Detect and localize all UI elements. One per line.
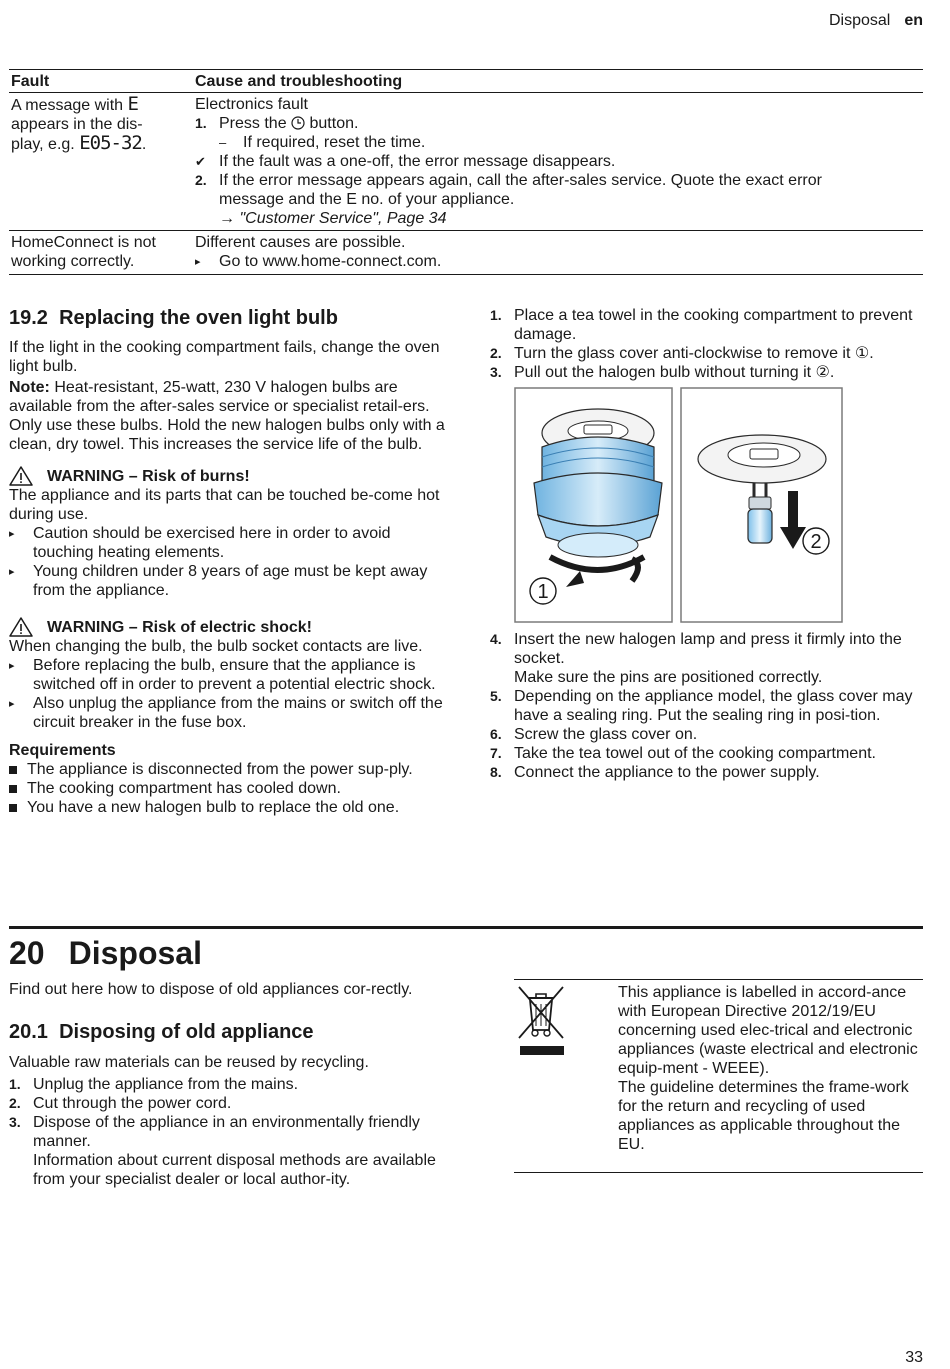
warning-icon xyxy=(9,617,33,637)
section-heading: 19.2 Replacing the oven light bulb xyxy=(9,307,338,329)
requirements-heading: Requirements xyxy=(9,742,116,759)
bullet-icon: ▸ xyxy=(9,698,15,710)
list-item: Make sure the pins are positioned correctly. xyxy=(514,669,823,686)
bullet-icon: ▸ xyxy=(9,566,15,578)
check-icon: ✔ xyxy=(195,154,206,169)
svg-text:2: 2 xyxy=(810,531,822,553)
fault-cell: HomeConnect is not working correctly. xyxy=(9,231,193,275)
page-header xyxy=(829,11,923,30)
list-item: 1. Place a tea towel in the cooking compartment to prevent damage. xyxy=(490,307,913,343)
square-bullet-icon xyxy=(9,766,17,774)
bulb-steps-top xyxy=(490,306,925,382)
cause-cell: Different causes are possible. ▸ Go to www.home-connect.com. xyxy=(193,231,923,275)
bullet-icon: ▸ xyxy=(9,660,15,672)
warning-heading: WARNING – Risk of electric shock! xyxy=(9,617,445,637)
list-item: The appliance is disconnected from the power sup-ply. xyxy=(9,760,445,779)
list-item: 5. Depending on the appliance model, the glass cover may have a sealing ring. Put the sealing ring in posi-tion. xyxy=(490,688,913,724)
list-item: 2. If the error message appears again, call the after-sales service. Quote the exact error message and the E no. of your appliance. → "Customer Service", Page 34 xyxy=(195,172,822,227)
weee-info-box xyxy=(514,979,923,1173)
chapter-heading: 20 Disposal xyxy=(9,926,923,973)
square-bullet-icon xyxy=(9,804,17,812)
list-item: 4. Insert the new halogen lamp and press it firmly into the socket. xyxy=(490,631,902,667)
lcd-code: E05-32 xyxy=(79,132,142,154)
list-item: ▸ Also unplug the appliance from the mains or switch off the circuit breaker in the fuse box. xyxy=(9,695,443,731)
fault-cell: A message with E appears in the dis- play, e.g. E05-32. xyxy=(9,93,193,231)
list-item: 1. Unplug the appliance from the mains. xyxy=(9,1076,299,1093)
list-item: 2. Turn the glass cover anti-clockwise to remove it ①. xyxy=(490,345,874,362)
fault-col-header: Fault xyxy=(9,70,193,93)
intro-text: Find out here how to dispose of old appliances cor-rectly. xyxy=(9,981,413,998)
list-item: 3. Dispose of the appliance in an environmentally friendly manner. xyxy=(9,1114,420,1150)
fault-table xyxy=(9,69,923,275)
bulb-steps-bottom xyxy=(490,630,925,782)
cause-cell: Electronics fault 1. Press the button. – If required, reset the time. ✔ If the fault was a one-off, the error message disappears. 2. If the error message appears again, call the after-sales service. Quote the exact error message and the E no. of your appliance. → "Customer Service", Page 34 xyxy=(193,93,923,231)
warning-icon xyxy=(9,466,33,486)
list-item: Information about current disposal methods are available from your specialist dealer or local author-ity. xyxy=(33,1152,436,1188)
table-row xyxy=(9,231,923,275)
cross-reference-link[interactable]: "Customer Service", Page 34 xyxy=(239,210,447,227)
header-lang: en xyxy=(904,12,923,29)
list-item: You have a new halogen bulb to replace the old one. xyxy=(9,798,445,817)
note-text: Note: Heat-resistant, 25-watt, 230 V halogen bulbs are available from the after-sales service or specialist retail-ers. Only use these bulbs. Hold the new halogen bulbs only with a clean, dry towel. This increases the service life of the bulb. xyxy=(9,379,445,453)
list-item: 8. Connect the appliance to the power supply. xyxy=(490,764,820,781)
bulb-section: 19.2 Replacing the oven light bulb If the light in the cooking compartment fails, change the oven light bulb. Note: Heat-resistant, 25-watt, 230 V halogen bulbs are available from the after-sales service or specialist retail-ers. Only use these bulbs. Hold the new halogen bulbs only with a clean, dry towel. This increases the service life of the bulb. WARNING – Risk of burns! The appliance and its parts that can be touched be-come hot during use. ▸ Caution should be exercised here in order to avoid touching heating elements. ▸ Young children under 8 years of age must be kept away from the appliance. WARNING – Risk of electric shock! When changing the bulb, the bulb socket contacts are live. ▸ Before replacing the bulb, ensure that the appliance is switched off in order to prevent a potential electric shock. ▸ Also unplug the appliance from the mains or switch off the circuit breaker in the fuse box. Requirements The appliance is disconnected from the power sup-ply. The cooking compartment has cooled down. You have a new halogen bulb to replace the old one. xyxy=(9,307,445,816)
list-item: 3. Pull out the halogen bulb without turning it ②. xyxy=(490,364,835,381)
intro-text: If the light in the cooking compartment fails, change the oven light bulb. xyxy=(9,339,440,375)
svg-text:1: 1 xyxy=(537,581,549,603)
page-number: 33 xyxy=(905,1349,923,1366)
list-item: ▸ Before replacing the bulb, ensure that the appliance is switched off in order to prevent a potential electric shock. xyxy=(9,657,436,693)
list-item: ✔ If the fault was a one-off, the error message disappears. xyxy=(195,153,616,170)
list-item: – If required, reset the time. xyxy=(219,134,426,151)
warning-heading: WARNING – Risk of burns! xyxy=(9,466,445,486)
bullet-icon: ▸ xyxy=(9,528,15,540)
square-bullet-icon xyxy=(9,785,17,793)
list-item: 6. Screw the glass cover on. xyxy=(490,726,698,743)
cause-col-header: Cause and troubleshooting xyxy=(193,70,923,93)
list-item: 1. Press the button. xyxy=(195,115,359,132)
section-heading: 20.1 Disposing of old appliance xyxy=(9,1021,314,1043)
weee-text: This appliance is labelled in accord-ance with European Directive 2012/19/EU concerning used elec-trical and electronic appliances (waste electrical and electronic equip-ment - WEEE). The guideline determines the frame-work for the return and recycling of used appliances as applicable throughout the EU. xyxy=(618,984,918,1153)
table-row xyxy=(9,93,923,231)
list-item: 7. Take the tea towel out of the cooking compartment. xyxy=(490,745,876,762)
list-item: ▸ Caution should be exercised here in order to avoid touching heating elements. xyxy=(9,525,391,561)
bulb-replacement-illustration xyxy=(514,387,844,623)
crossed-bin-icon xyxy=(516,984,566,1056)
list-item: 2. Cut through the power cord. xyxy=(9,1095,232,1112)
arrow-icon: → xyxy=(219,210,235,227)
clock-icon xyxy=(291,116,305,130)
bullet-icon: ▸ xyxy=(195,256,201,268)
disposal-section: Find out here how to dispose of old appliances cor-rectly. 20.1 Disposing of old appliance Valuable raw materials can be reused by recycling. 1. Unplug the appliance from the mains. 2. Cut through the power cord. 3. Dispose of the appliance in an environmentally friendly manner. Information about current disposal methods are available from your specialist dealer or local author-ity. xyxy=(9,980,445,1189)
list-item: ▸ Go to www.home-connect.com. xyxy=(195,253,442,270)
header-section: Disposal xyxy=(828,12,891,29)
list-item: The cooking compartment has cooled down. xyxy=(9,779,445,798)
lcd-code: E xyxy=(127,93,138,115)
list-item: ▸ Young children under 8 years of age must be kept away from the appliance. xyxy=(9,563,428,599)
